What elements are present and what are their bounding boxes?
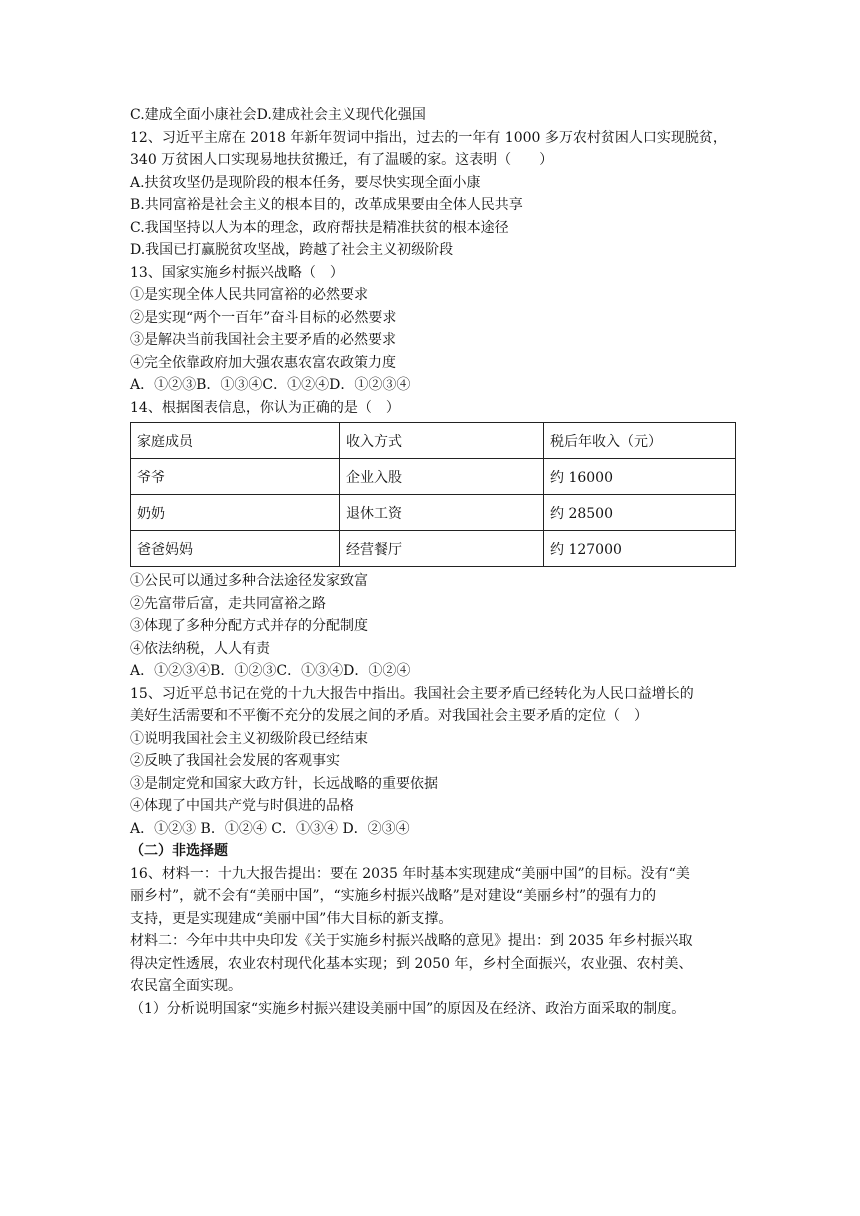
table-cell: 爷爷	[131, 459, 340, 495]
table-row	[131, 495, 736, 531]
q12-stem-line1: 12、习近平主席在 2018 年新年贺词中指出，过去的一年有 1000 多万农村贫困人口实现脱贫，	[130, 129, 727, 146]
q16-subquestion-1: （1）分析说明国家“实施乡村振兴建设美丽中国”的原因及在经济、政治方面采取的制度。	[130, 1000, 686, 1017]
q13-item-1: ①是实现全体人民共同富裕的必然要求	[130, 287, 368, 303]
table-header-cell: 税后年收入（元）	[544, 423, 736, 459]
q12-stem-line2: 340 万贫困人口实现易地扶贫搬迁，有了温暖的家。这表明（ ）	[130, 152, 554, 168]
q14-stem: 14、根据图表信息，你认为正确的是（ ）	[130, 399, 400, 416]
q15-item-1: ①说明我国社会主义初级阶段已经结束	[130, 730, 368, 747]
income-table	[130, 422, 736, 567]
q12-option-a: A.扶贫攻坚仍是现阶段的根本任务，要尽快实现全面小康	[130, 174, 481, 191]
q13-stem: 13、国家实施乡村振兴战略（ ）	[130, 264, 344, 281]
q14-item-2: ②先富带后富，走共同富裕之路	[130, 595, 326, 612]
table-cell: 退休工资	[340, 495, 544, 531]
q11-option-c: C.建成全面小康社会	[130, 107, 257, 123]
q16-material1-line3: 支持，更是实现建成“美丽中国”伟大目标的新支撑。	[130, 910, 453, 927]
q13-choice-d: D．①②③④	[329, 377, 411, 393]
q15-item-2: ②反映了我国社会发展的客观事实	[130, 753, 340, 769]
q15-stem-line2: 美好生活需要和不平衡不充分的发展之间的矛盾。对我国社会主要矛盾的定位（ ）	[130, 708, 648, 724]
q16-material1-line1: 16、材料一：十九大报告提出：要在 2035 年时基本实现建成“美丽中国”的目标。没有“美	[130, 865, 690, 882]
table-cell: 约 127000	[544, 531, 736, 567]
q14-choice-c: C．①③④	[276, 663, 344, 679]
q13-item-2: ②是实现“两个一百年”奋斗目标的必然要求	[130, 309, 397, 326]
q16-material2-line1: 材料二：今年中共中央印发《关于实施乡村振兴战略的意见》提出：到 2035 年乡村振兴取	[130, 933, 693, 949]
table-header-row	[131, 423, 736, 459]
table-cell: 爸爸妈妈	[131, 531, 340, 567]
q16-material2-line3: 农民富全面实现。	[130, 978, 242, 994]
q14-choice-d: D．①②④	[343, 663, 411, 679]
q14-choice-b: B．①②③	[210, 663, 277, 679]
q16-material1-line2: 丽乡村”，就不会有“美丽中国”，“实施乡村振兴战略”是对建设“美丽乡村”的强有力的	[130, 888, 657, 904]
table-cell: 经营餐厅	[340, 531, 544, 567]
q12-option-d: D.我国已打赢脱贫攻坚战，跨越了社会主义初级阶段	[130, 242, 454, 258]
table-header-cell: 收入方式	[340, 423, 544, 459]
q12-option-b: B.共同富裕是社会主义的根本目的，改革成果要由全体人民共享	[130, 197, 523, 213]
q15-choices: A．①②③ B．①②④ C．①③④ D．②③④	[130, 820, 410, 837]
q12-option-c: C.我国坚持以人为本的理念，政府帮扶是精准扶贫的根本途径	[130, 219, 509, 236]
table-cell: 奶奶	[131, 495, 340, 531]
q13-choices	[130, 374, 740, 397]
table-row	[131, 531, 736, 567]
q14-item-3: ③体现了多种分配方式并存的分配制度	[130, 618, 368, 634]
q16-material2-line2: 得决定性透展，农业农村现代化基本实现；到 2050 年，乡村全面振兴，农业强、农村美、	[130, 955, 693, 972]
q11-options-cd	[130, 104, 740, 127]
q13-item-3: ③是解决当前我国社会主要矛盾的必然要求	[130, 332, 396, 348]
q15-item-4: ④体现了中国共产党与时俱进的品格	[130, 798, 354, 814]
q14-choices	[130, 660, 740, 683]
section-title: （二）非选择题	[130, 843, 228, 859]
q15-item-3: ③是制定党和国家大政方针，长远战略的重要依据	[130, 775, 438, 792]
q13-choice-c: C．①②④	[262, 377, 330, 393]
exam-page	[130, 104, 740, 1020]
table-cell: 约 16000	[544, 459, 736, 495]
q14-choice-a: A．①②③④	[130, 663, 211, 679]
table-cell: 企业入股	[340, 459, 544, 495]
q13-item-4: ④完全依靠政府加大强农惠农富农政策力度	[130, 354, 396, 371]
table-row	[131, 459, 736, 495]
table-cell: 约 28500	[544, 495, 736, 531]
q15-stem-line1: 15、习近平总书记在党的十九大报告中指出。我国社会主要矛盾已经转化为人民口益增长的	[130, 685, 694, 702]
q11-option-d: D.建成社会主义现代化强国	[256, 107, 426, 123]
q14-item-4: ④依法纳税，人人有责	[130, 640, 270, 657]
q13-choice-a: A．①②③	[130, 377, 197, 393]
q14-item-1: ①公民可以通过多种合法途径发家致富	[130, 573, 368, 589]
q13-choice-b: B．①③④	[196, 377, 263, 393]
table-header-cell: 家庭成员	[131, 423, 340, 459]
